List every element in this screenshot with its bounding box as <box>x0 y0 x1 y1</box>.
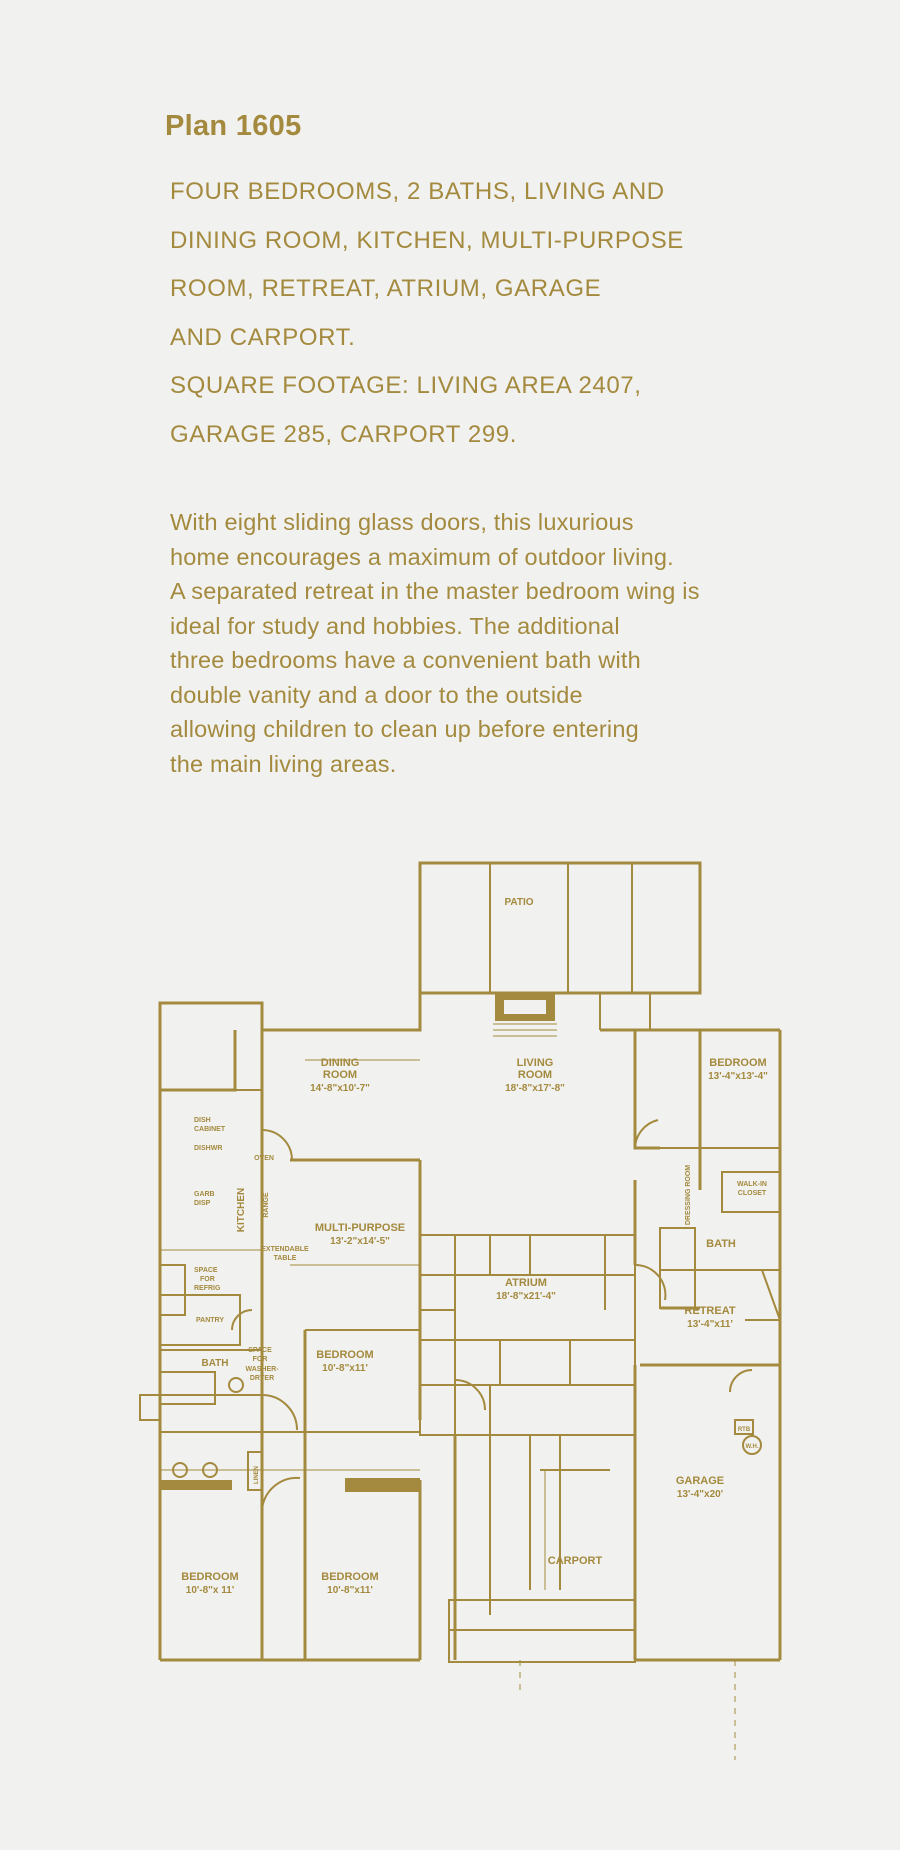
rtb-label: RTB <box>737 1427 751 1433</box>
garb-disp-label: GARB <box>194 1191 215 1198</box>
spec-line: DINING ROOM, KITCHEN, MULTI-PURPOSE <box>170 226 684 254</box>
master-bedroom-label: BEDROOM <box>709 1057 767 1069</box>
space-refrig-label: REFRIG <box>194 1285 221 1292</box>
description-line: double vanity and a door to the outside <box>170 681 583 708</box>
walk-in-closet-label: CLOSET <box>737 1190 767 1197</box>
spec-line: FOUR BEDROOMS, 2 BATHS, LIVING AND <box>170 178 665 205</box>
plan-description <box>170 505 830 781</box>
extendable-table-label: EXTENDABLE <box>261 1246 309 1253</box>
bedroom-3-dims: 10'-8"x 11' <box>185 1585 235 1596</box>
range-label: RANGE <box>263 1192 270 1218</box>
spec-line: ROOM, RETREAT, ATRIUM, GARAGE <box>170 275 602 302</box>
spec-line: GARAGE 285, CARPORT 299. <box>170 420 517 448</box>
spec-line: AND CARPORT. <box>170 323 356 351</box>
walk-in-closet-label: WALK-IN <box>737 1181 767 1188</box>
description-line: ideal for study and hobbies. The additional <box>170 612 620 639</box>
patio-label: PATIO <box>504 897 534 908</box>
dish-cabinet-label: CABINET <box>194 1126 226 1133</box>
dressing-room-label: DRESSING ROOM <box>685 1164 692 1226</box>
water-heater-label: W.H. <box>745 1444 759 1450</box>
dining-label: ROOM <box>322 1069 358 1081</box>
room-specification <box>170 168 810 459</box>
bedroom-3-label: BEDROOM <box>181 1571 239 1583</box>
kitchen-label: KITCHEN <box>236 1187 247 1233</box>
space-refrig-label: FOR <box>200 1276 215 1283</box>
living-label: ROOM <box>517 1069 553 1081</box>
master-bath-label: BATH <box>706 1238 736 1250</box>
master-bedroom-dims: 13'-4"x13'-4" <box>708 1071 768 1082</box>
description-line: three bedrooms have a convenient bath with <box>170 647 641 673</box>
space-washer-label: SPACE <box>248 1347 272 1354</box>
multi-purpose-label: MULTI-PURPOSE <box>314 1222 406 1234</box>
description-line: A separated retreat in the master bedroom wing is <box>170 578 700 604</box>
pantry-label: PANTRY <box>196 1317 224 1324</box>
dining-dims: 14'-8"x10'-7" <box>310 1083 370 1094</box>
dining-label: DINING <box>320 1057 360 1069</box>
linen-label: LINEN <box>254 1466 260 1484</box>
description-line: home encourages a maximum of outdoor living. <box>170 543 674 570</box>
living-label: LIVING <box>516 1057 554 1069</box>
space-washer-label: WASHER- <box>245 1366 279 1373</box>
dish-cabinet-label: DISH <box>194 1117 211 1124</box>
space-washer-label: DRYER <box>249 1375 275 1382</box>
garage-label: GARAGE <box>675 1475 725 1487</box>
atrium-outline <box>420 1235 635 1435</box>
retreat-dims: 13'-4"x11' <box>687 1319 733 1330</box>
description-line: With eight sliding glass doors, this luxurious <box>170 509 634 535</box>
plan-title: Plan 1605 <box>165 110 302 142</box>
floor-plan <box>0 850 900 1850</box>
patio-outline <box>420 863 700 993</box>
description-line: the main living areas. <box>170 750 397 777</box>
extendable-table-label: TABLE <box>273 1255 297 1262</box>
description-line: allowing children to clean up before entering <box>170 716 639 742</box>
bedroom-2-dims: 10'-8"x11' <box>322 1363 368 1374</box>
oven-label: OVEN <box>254 1155 274 1162</box>
garb-disp-label: DISP <box>194 1200 211 1207</box>
living-dims: 18'-8"x17'-8" <box>505 1083 565 1094</box>
bedroom-2-label: BEDROOM <box>316 1349 374 1361</box>
garage-dims: 13'-4"x20' <box>676 1489 724 1500</box>
bedroom-4-dims: 10'-8"x11' <box>327 1585 373 1596</box>
carport-label: CARPORT <box>547 1555 603 1567</box>
spec-line: SQUARE FOOTAGE: LIVING AREA 2407, <box>170 372 642 399</box>
space-washer-label: FOR <box>252 1356 268 1363</box>
multi-purpose-dims: 13'-2"x14'-5" <box>330 1236 390 1247</box>
tub-outline <box>160 1372 215 1404</box>
hall-bath-label: BATH <box>201 1358 229 1369</box>
atrium-dims: 18'-8"x21'-4" <box>496 1291 556 1302</box>
space-refrig-label: SPACE <box>194 1267 218 1274</box>
retreat-label: RETREAT <box>684 1305 736 1317</box>
dishwasher-label: DISHWR <box>194 1145 223 1152</box>
bedroom-4-label: BEDROOM <box>321 1571 379 1583</box>
atrium-label: ATRIUM <box>505 1277 547 1289</box>
